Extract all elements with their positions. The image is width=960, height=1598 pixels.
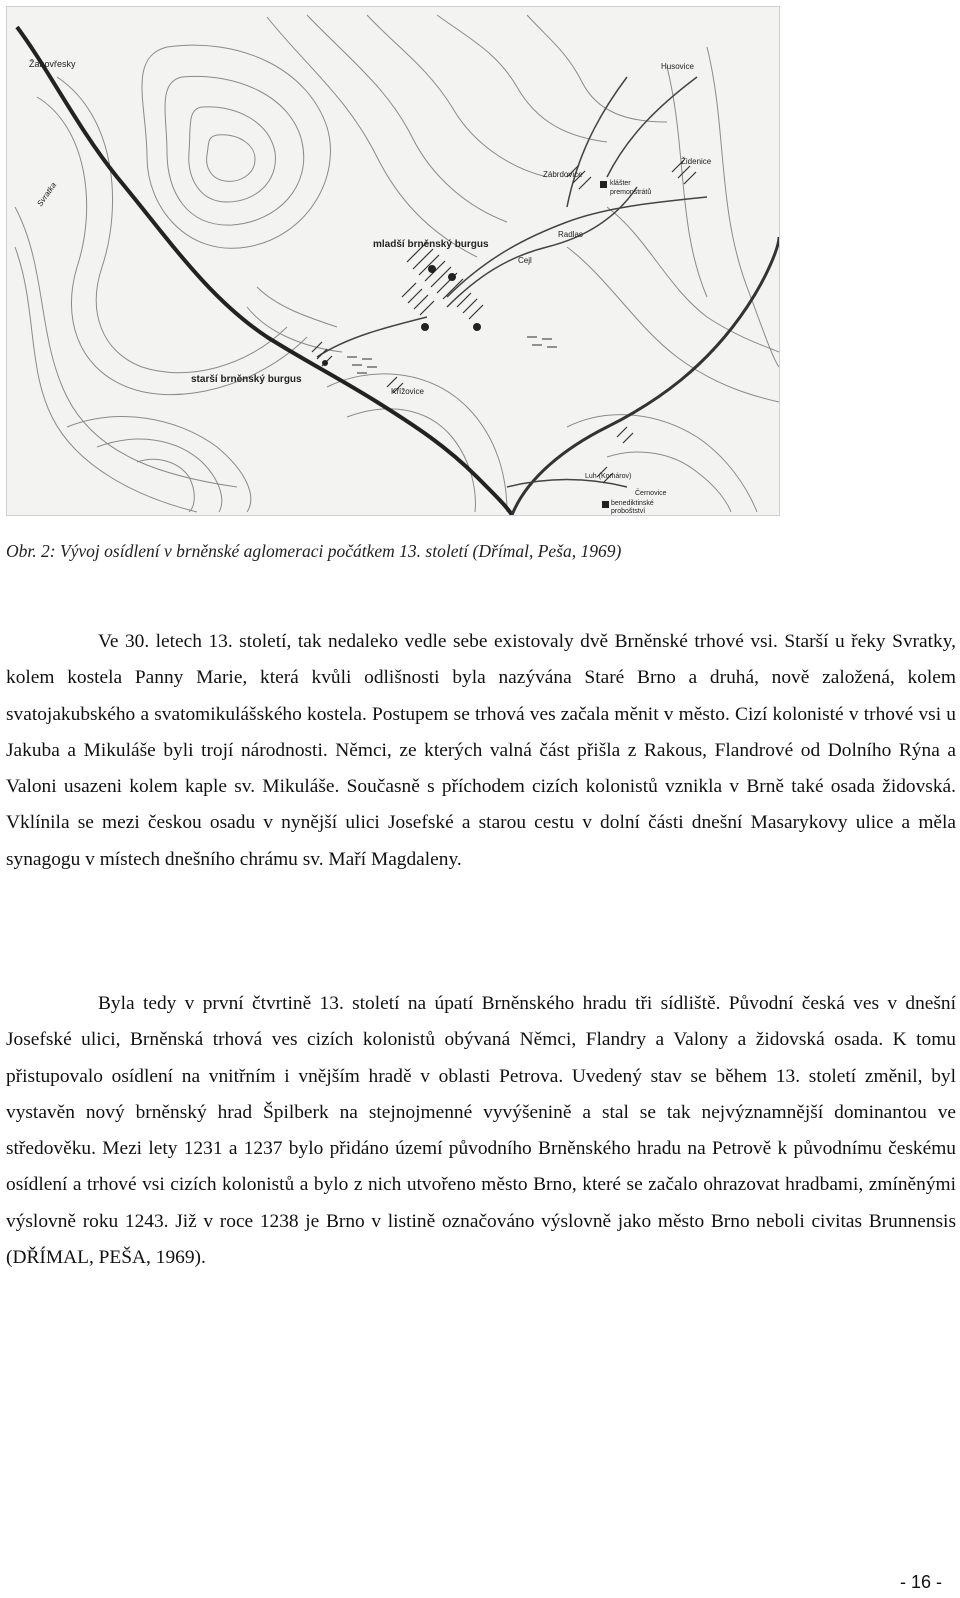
contour-map: [7, 7, 779, 515]
label-klaster: klášter: [610, 180, 631, 187]
roads: [317, 77, 707, 487]
label-mladsi-burgus: mladší brněnský burgus: [373, 239, 489, 250]
contour-lines: [15, 15, 779, 512]
marsh-dashes: [347, 337, 557, 373]
label-luh: Luh (Komárov): [585, 473, 632, 480]
label-benediktinske: benediktinské: [611, 500, 654, 507]
figure-caption: Obr. 2: Vývoj osídlení v brněnské aglomeraci počátkem 13. století (Dřímal, Peša, 1969): [6, 541, 622, 561]
label-starsi-burgus: starší brněnský burgus: [191, 374, 302, 385]
label-krizovice: Křížovice: [391, 387, 424, 396]
svratka-river: [17, 27, 512, 515]
paragraph-2-text: Byla tedy v první čtvrtině 13. století na úpatí Brněnského hradu tři sídliště. Původní česká ves v dnešní Josefské ulici, Brněnská trhová ves cizích kolonistů obývaná Němci, Flandry a Valony a židovská osada. K tomu přistupovalo osídlení na vnitřním i vnějším hradě v oblasti Petrova. Uvedený stav se během 13. století změnil, byl vystavěn nový brněnský hrad Špilberk na stejnojmenné vyvýšenině a stal se tak nejvýznamnější dominantou ve středověku. Mezi lety 1231 a 1237 bylo přidáno území původního Brněnského hradu na Petrově k původnímu českému osídlení a trhové vsi cizích kolonistů a bylo z nich utvořeno město Brno, které se začalo ohrazovat hradbami, zmíněnými výslovně roku 1243. Již v roce 1238 je Brno v listině označováno výslovně jako město Brno neboli civitas Brunnensis (DŘÍMAL, PEŠA, 1969).: [6, 993, 956, 1269]
settlement-hatching: [312, 160, 696, 483]
label-svratka: Svratka: [35, 180, 59, 209]
label-premonstratu: premonstrátů: [610, 189, 652, 196]
historical-map-figure: [6, 6, 780, 516]
paragraph-1-text: Ve 30. letech 13. století, tak nedaleko vedle sebe existovaly dvě Brněnské trhové vsi. Starší u řeky Svratky, kolem kostela Panny Marie, která kvůli odlišnosti byla nazývána Staré Brno a druhá, nově založená, kolem svatojakubského a svatomikulášského kostela. Postupem se trhová ves začala měnit v město. Cizí kolonisté v trhové vsi u Jakuba a Mikuláše byli trojí národnosti. Němci, ze kterých valná část přišla z Rakous, Flandrové od Dolního Rýna a Valoni usazeni kolem kaple sv. Mikuláše. Současně s příchodem cizích kolonistů vznikla v Brně také osada židovská. Vklínila se mezi českou osadu v nynější ulici Josefské a starou cestu v dolní části dnešní Masarykovy ulice a měla synagogu v místech dnešního chrámu sv. Maří Magdaleny.: [6, 631, 956, 870]
ponava-river: [512, 237, 779, 515]
label-zidenice: Židenice: [681, 157, 712, 166]
label-proboststvi: proboštství: [611, 508, 646, 515]
label-zabrdovice: Zábrdovice: [543, 170, 583, 179]
paragraph-2: [6, 986, 956, 1276]
label-cejl: Cejl: [518, 256, 532, 265]
label-cernovice: Černovice: [635, 490, 667, 497]
label-zabovresky: Žabovřesky: [29, 59, 76, 69]
page-number: - 16 -: [899, 1572, 942, 1592]
paragraph-1: [6, 624, 956, 878]
label-radlas: Radlas: [558, 230, 583, 239]
label-husovice: Husovice: [661, 62, 694, 71]
